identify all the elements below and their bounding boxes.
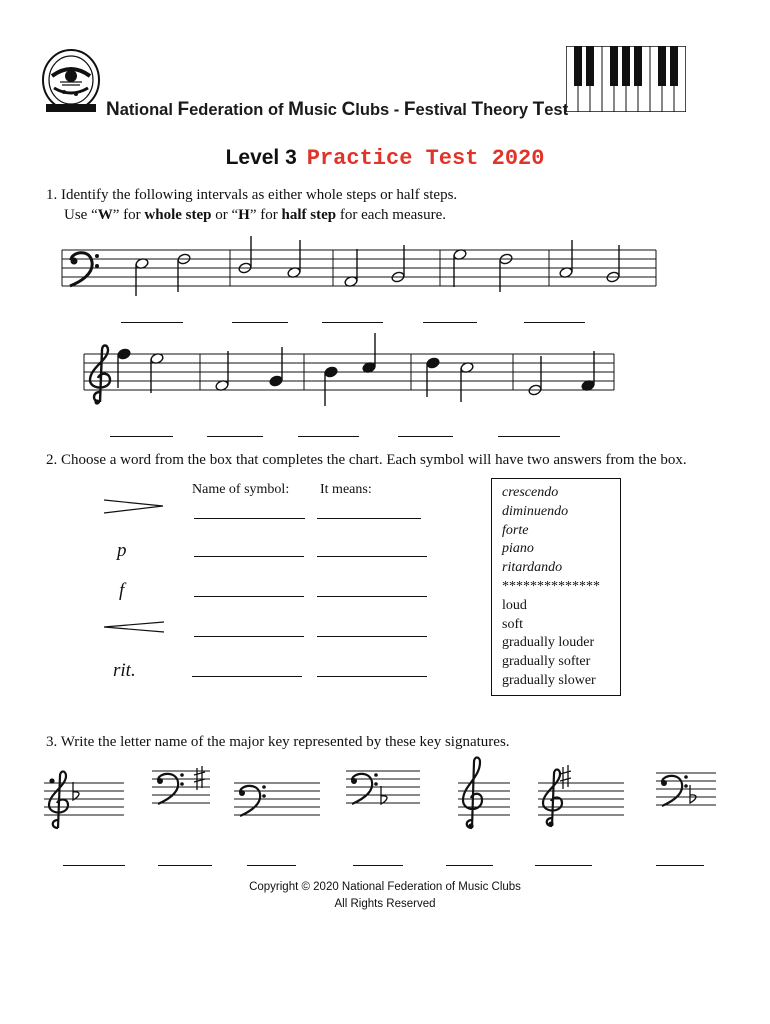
key-answer-blank[interactable] xyxy=(446,865,493,866)
note xyxy=(177,253,191,265)
note xyxy=(499,253,513,265)
symbol-name-blank[interactable] xyxy=(194,596,304,597)
organization-title: National Federation of Music Clubs - Festival Theory Test xyxy=(106,99,569,120)
answer-blank[interactable] xyxy=(110,436,173,437)
note xyxy=(238,262,252,274)
note xyxy=(269,375,283,387)
symbol-name-blank[interactable] xyxy=(192,676,302,677)
note xyxy=(150,352,164,364)
column-header-means: It means: xyxy=(320,482,372,497)
key-answer-blank[interactable] xyxy=(158,865,212,866)
rights-text: All Rights Reserved xyxy=(334,898,436,910)
q1-staff1-notes xyxy=(135,236,620,296)
note xyxy=(117,348,131,360)
meaning-blank[interactable] xyxy=(317,596,427,597)
key-answer-blank[interactable] xyxy=(656,865,704,866)
answer-blank[interactable] xyxy=(121,322,183,323)
page-title xyxy=(0,146,770,171)
bass-staff-q1 xyxy=(62,250,656,286)
treble-clef-icon xyxy=(543,770,562,827)
bass-clef-icon xyxy=(662,776,682,806)
piano-keyboard-icon xyxy=(566,46,686,112)
bass-clef-icon xyxy=(352,774,372,804)
answer-blank[interactable] xyxy=(524,322,585,323)
note xyxy=(606,271,620,283)
note xyxy=(453,248,467,260)
word-bank-item: gradually slower xyxy=(502,672,596,688)
q3-prompt: 3. Write the letter name of the major key represented by these key signatures. xyxy=(46,734,510,750)
meaning-blank[interactable] xyxy=(317,518,421,519)
treble-clef-icon xyxy=(90,346,110,405)
note xyxy=(344,275,358,287)
note xyxy=(426,357,440,369)
symbol-rit: rit. xyxy=(113,660,136,681)
bass-clef-icon xyxy=(70,253,99,286)
note xyxy=(391,271,405,283)
meaning-blank[interactable] xyxy=(317,556,427,557)
sharp-icon xyxy=(194,766,205,790)
nfmc-seal-logo xyxy=(40,46,102,118)
q1-prompt-line1: 1. Identify the following intervals as either whole steps or half steps. xyxy=(46,187,458,203)
key-answer-blank[interactable] xyxy=(353,865,403,866)
flat-icon xyxy=(73,782,79,800)
bass-clef-icon xyxy=(240,786,260,816)
answer-blank[interactable] xyxy=(298,436,359,437)
key-answer-blank[interactable] xyxy=(535,865,592,866)
word-bank-item: loud xyxy=(502,597,527,613)
key-answer-blank[interactable] xyxy=(247,865,296,866)
crescendo-hairpin-icon xyxy=(104,622,164,632)
word-bank-item: soft xyxy=(502,616,523,632)
symbol-name-blank[interactable] xyxy=(194,518,305,519)
treble-clef-icon xyxy=(49,772,68,829)
footer xyxy=(0,879,770,913)
flat-icon xyxy=(690,785,696,803)
practice-test-label: Practice Test 2020 xyxy=(306,146,545,171)
note xyxy=(215,379,229,391)
word-bank-box xyxy=(491,478,621,696)
word-bank-item: gradually louder xyxy=(502,635,595,651)
bass-clef-icon xyxy=(158,774,178,804)
decrescendo-hairpin-icon xyxy=(104,500,163,513)
flat-icon xyxy=(381,786,387,804)
symbol-forte: f xyxy=(119,580,125,601)
answer-blank[interactable] xyxy=(322,322,383,323)
word-bank-item: gradually softer xyxy=(502,654,591,670)
meaning-blank[interactable] xyxy=(317,636,427,637)
treble-staff-q1 xyxy=(84,354,614,390)
note xyxy=(287,266,301,278)
symbol-name-blank[interactable] xyxy=(194,556,304,557)
column-header-name: Name of symbol: xyxy=(192,482,290,497)
q1-prompt-line2: Use “W” for whole step or “H” for half step for each measure. xyxy=(64,207,447,223)
word-bank-item: forte xyxy=(502,522,529,538)
answer-blank[interactable] xyxy=(398,436,453,437)
sharp-icon xyxy=(560,765,571,789)
treble-clef-icon xyxy=(463,758,482,829)
note xyxy=(528,384,542,396)
word-bank-item: ritardando xyxy=(502,560,563,576)
meaning-blank[interactable] xyxy=(317,676,427,677)
answer-blank[interactable] xyxy=(498,436,560,437)
symbol-piano: p xyxy=(117,540,127,561)
q2-prompt: 2. Choose a word from the box that completes the chart. Each symbol will have two answers from the box. xyxy=(46,452,687,468)
word-bank-item: diminuendo xyxy=(502,503,569,519)
note xyxy=(460,361,474,373)
word-bank-item: crescendo xyxy=(502,485,559,500)
note xyxy=(581,379,595,391)
q1-staff2-notes xyxy=(117,333,595,406)
word-bank-separator: ************** xyxy=(502,578,600,594)
note xyxy=(362,361,376,373)
key-answer-blank[interactable] xyxy=(63,865,125,866)
answer-blank[interactable] xyxy=(232,322,288,323)
symbol-name-blank[interactable] xyxy=(194,636,304,637)
note xyxy=(559,266,573,278)
copyright-text: Copyright © 2020 National Federation of Music Clubs xyxy=(249,881,521,893)
note xyxy=(324,366,338,378)
key-signature-staves xyxy=(44,771,716,815)
level-label: Level 3 xyxy=(225,146,297,169)
word-bank-item: piano xyxy=(502,541,534,557)
note xyxy=(135,257,149,269)
answer-blank[interactable] xyxy=(207,436,263,437)
answer-blank[interactable] xyxy=(423,322,477,323)
